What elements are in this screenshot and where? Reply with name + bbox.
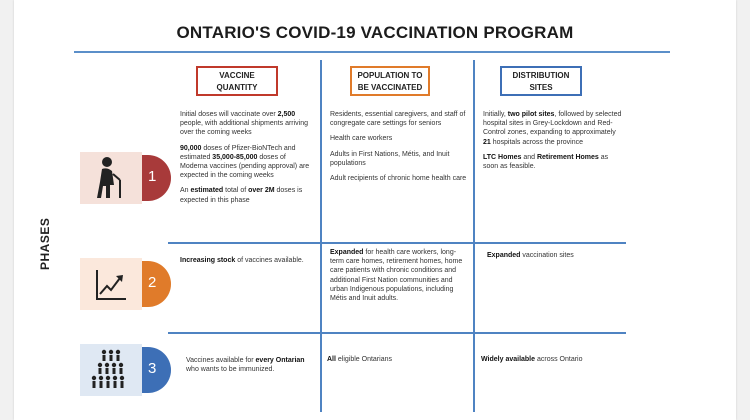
page-title: ONTARIO'S COVID-19 VACCINATION PROGRAM — [176, 23, 574, 42]
phase-1-number: 1 — [148, 168, 157, 185]
phase-3-population-para: All eligible Ontarians — [327, 356, 392, 363]
phase-1-quantity-para: Initial doses will vaccinate over 2,500 people, with additional shipments arriving over the coming weeks — [180, 111, 309, 137]
phase-3-population-cell — [327, 355, 467, 370]
column-header-line: SITES — [529, 83, 553, 92]
column-divider-1 — [320, 60, 322, 412]
phase-3-number: 3 — [148, 360, 157, 377]
phase-1-quantity-cell — [180, 110, 312, 211]
phase-1-population-cell — [330, 110, 468, 189]
phase-2-population-para: Expanded for health care workers, long-term care homes, retirement homes, home care patients with chronic conditions and additional First Nation communities and urban Indigenous populations, including Métis and Inuit adults. — [330, 249, 463, 303]
phase-1-quantity-para: An estimated total of over 2M doses is expected in this phase — [180, 187, 303, 204]
phase-1-sites-cell — [483, 110, 625, 177]
phase-1-sites-para: Initially, two pilot sites, followed by selected hospital sites in Grey-Lockdown and Red-Control zones, expanding to approximately 21 hospitals across the province — [483, 111, 622, 146]
column-header-line: POPULATION TO — [357, 71, 423, 80]
column-header-distribution-sites — [500, 66, 582, 96]
phase-2-sites-para: Expanded vaccination sites — [487, 252, 574, 259]
column-header-population — [350, 66, 430, 96]
crowd-people-icon — [80, 344, 142, 396]
phase-3-quantity-para: Vaccines available for every Ontarian who wants to be immunized. — [186, 357, 305, 374]
phase-3-sites-cell — [481, 355, 621, 370]
phase-2-quantity-para: Increasing stock of vaccines available. — [180, 257, 304, 264]
phase-2-number: 2 — [148, 274, 157, 291]
phase-3-quantity-cell — [186, 356, 310, 380]
phase-2-sites-cell — [487, 251, 625, 266]
phase-3-sites-para: Widely available across Ontario — [481, 356, 583, 363]
column-header-line: DISTRIBUTION — [512, 71, 570, 80]
phase-1-population-item: Adults in First Nations, Métis, and Inuit populations — [330, 150, 450, 167]
column-header-line: QUANTITY — [216, 83, 258, 92]
phase-1-population-item: Adult recipients of chronic home health care — [330, 175, 467, 183]
phase-2-population-cell — [330, 248, 470, 309]
phase-2-badge — [80, 258, 170, 310]
phase-3-badge — [80, 344, 170, 396]
phase-2-quantity-cell — [180, 256, 312, 271]
column-divider-2 — [473, 60, 475, 412]
column-header-vaccine-quantity — [196, 66, 278, 96]
phase-1-quantity-para: 90,000 doses of Pfizer-BioNTech and estimated 35,000-85,000 doses of Moderna vaccines (pending approval) are expected in the coming weeks — [180, 144, 310, 180]
column-header-line: BE VACCINATED — [357, 83, 423, 92]
phases-label: PHASES — [38, 217, 52, 270]
elderly-person-icon — [80, 152, 142, 204]
phase-1-population-item: Health care workers — [330, 135, 393, 143]
title-divider — [74, 51, 670, 53]
column-header-line: VACCINE — [219, 71, 255, 80]
row-divider-1 — [168, 242, 626, 244]
phase-1-population-item: Residents, essential caregivers, and staff of congregate care settings for seniors — [330, 111, 466, 128]
phase-1-sites-para: LTC Homes and Retirement Homes as soon as feasible. — [483, 153, 609, 171]
row-divider-2 — [168, 332, 626, 334]
rising-chart-icon — [80, 258, 142, 310]
phase-1-badge — [80, 152, 170, 204]
